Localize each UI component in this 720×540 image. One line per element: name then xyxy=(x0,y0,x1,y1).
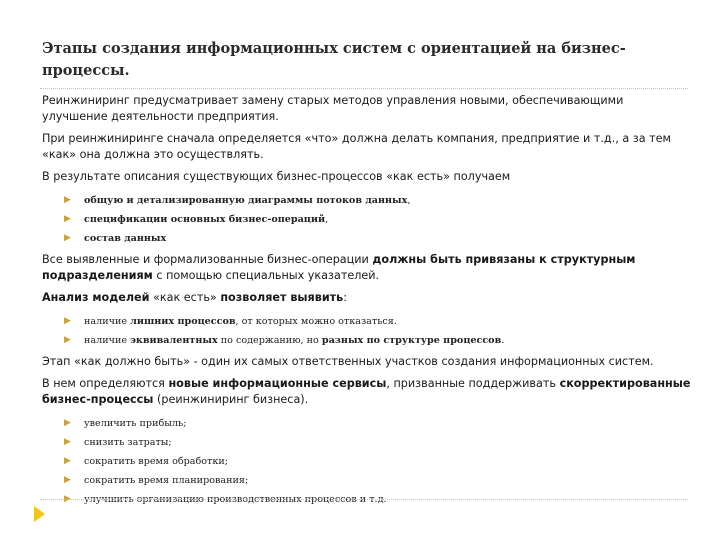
paragraph-what-how: При реинжиниринге сначала определяется «что» должна делать компания, предприятие и т.д., а за тем «как» она должна это осуществлять. xyxy=(42,132,671,161)
paragraph-to-be-stage: Этап «как должно быть» - один их самых ответственных участков создания информационных систем. xyxy=(42,355,654,368)
arrow-bullet-icon: ▶ xyxy=(64,437,71,447)
paragraph-analysis: Анализ моделей «как есть» позволяет выявить: xyxy=(42,291,347,304)
slide-body xyxy=(42,93,692,513)
paragraph-new-services: В нем определяются новые информационные сервисы, призванные поддерживать скорректированные бизнес-процессы (реинжиниринг бизнеса). xyxy=(42,377,691,406)
list-item: ▶ наличие эквивалентных по содержанию, но разных по структуре процессов. xyxy=(42,331,692,350)
list-item: ▶ улучшить организацию производственных процессов и т.д. xyxy=(42,490,692,509)
list-item: ▶ сократить время планирования; xyxy=(42,471,692,490)
arrow-bullet-icon: ▶ xyxy=(64,233,71,243)
arrow-bullet-icon: ▶ xyxy=(64,195,71,205)
arrow-bullet-icon: ▶ xyxy=(64,335,71,345)
corner-triangle-icon xyxy=(34,506,45,522)
list-item: ▶ общую и детализированную диаграммы потоков данных, xyxy=(42,191,692,210)
arrow-bullet-icon: ▶ xyxy=(64,475,71,485)
arrow-bullet-icon: ▶ xyxy=(64,418,71,428)
list-item: ▶ спецификации основных бизнес-операций, xyxy=(42,210,692,229)
arrow-bullet-icon: ▶ xyxy=(64,494,71,504)
slide-title: Этапы создания информационных систем с ориентацией на бизнес-процессы. xyxy=(42,40,626,79)
arrow-bullet-icon: ▶ xyxy=(64,456,71,466)
as-is-results-list xyxy=(42,191,692,248)
paragraph-binding: Все выявленные и формализованные бизнес-операции должны быть привязаны к структурным подразделениям с помощью специальных указателей. xyxy=(42,253,636,282)
paragraph-reengineering: Реинжиниринг предусматривает замену старых методов управления новыми, обеспечивающими улучшение деятельности предприятия. xyxy=(42,94,624,123)
list-item: ▶ наличие лишних процессов, от которых можно отказаться. xyxy=(42,312,692,331)
paragraph-as-is-result: В результате описания существующих бизнес-процессов «как есть» получаем xyxy=(42,170,511,183)
footer-divider xyxy=(40,499,688,500)
analysis-results-list xyxy=(42,312,692,350)
list-item: ▶ увеличить прибыль; xyxy=(42,414,692,433)
arrow-bullet-icon: ▶ xyxy=(64,214,71,224)
list-item: ▶ состав данных xyxy=(42,229,692,248)
list-item: ▶ сократить время обработки; xyxy=(42,452,692,471)
arrow-bullet-icon: ▶ xyxy=(64,316,71,326)
goals-list xyxy=(42,414,692,509)
title-divider xyxy=(40,88,688,89)
list-item: ▶ снизить затраты; xyxy=(42,433,692,452)
